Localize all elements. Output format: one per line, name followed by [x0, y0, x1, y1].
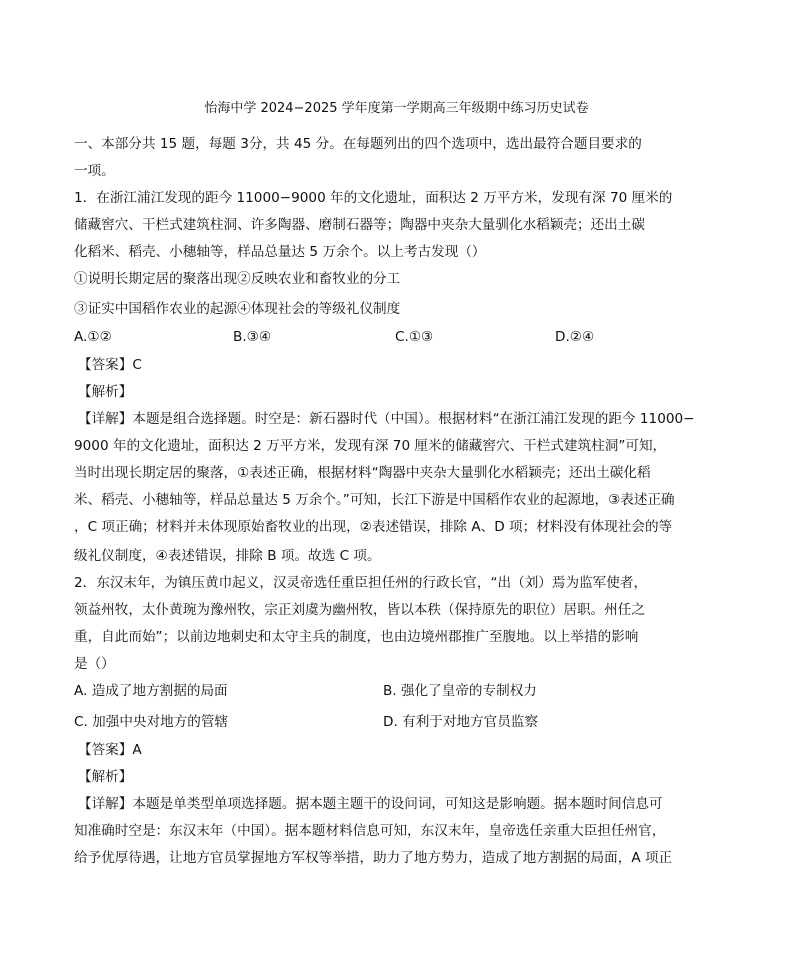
q1-detail: ，C 项正确；材料并未体现原始畜牧业的出现，②表述错误，排除 A、D 项；材料没有体现社会的等 — [74, 519, 673, 535]
q1-detail: 【详解】本题是组合选择题。时空是：新石器时代（中国）。根据材料“在浙江浦江发现的距今 11000− — [78, 411, 695, 427]
q1-detail: 米、稻壳、小穗轴等，样品总量达 5 万余个。”可知，长江下游是中国稻作农业的起源地，③表述正确 — [74, 492, 675, 508]
q1-stem: 化稻米、稻壳、小穗轴等，样品总量达 5 万余个。以上考古发现（） — [74, 244, 486, 260]
q1-option-b: B.③④ — [233, 329, 272, 345]
section-instruction: 一、本部分共 15 题，每题 3分，共 45 分。在每题列出的四个选项中，选出最符合题目要求的 — [74, 136, 642, 152]
q1-option-d: D.②④ — [555, 329, 595, 345]
section-instruction-cont: 一项。 — [74, 163, 115, 179]
q2-option-a: A. 造成了地方割据的局面 — [74, 683, 228, 699]
q2-detail: 知准确时空是：东汉末年（中国）。据本题材料信息可知，东汉末年，皇帝选任亲重大臣担任州官， — [74, 823, 666, 839]
q2-analysis-label: 【解析】 — [78, 769, 133, 785]
q1-analysis-label: 【解析】 — [78, 384, 133, 400]
q1-stem: 储藏窖穴、干栏式建筑柱洞、许多陶器、磨制石器等；陶器中夹杂大量驯化水稻颖壳；还出土碳 — [74, 217, 645, 233]
q2-stem: 领益州牧，太仆黄琬为豫州牧，宗正刘虞为幽州牧，皆以本秩（保持原先的职位）居职。州任之 — [74, 602, 645, 618]
page-title: 怡海中学 2024−2025 学年度第一学期高三年级期中练习历史试卷 — [204, 101, 589, 116]
q2-option-c: C. 加强中央对地方的管辖 — [74, 714, 229, 730]
q2-option-b: B. 强化了皇帝的专制权力 — [383, 683, 537, 699]
q2-option-d: D. 有利于对地方官员监察 — [383, 714, 539, 730]
q1-answer: 【答案】C — [78, 357, 142, 373]
q1-option-c: C.①③ — [395, 329, 434, 345]
q2-stem: 重，自此而始”；以前边地刺史和太守主兵的制度，也由边境州郡推广至腹地。以上举措的影响 — [74, 629, 639, 645]
q1-detail: 当时出现长期定居的聚落，①表述正确，根据材料“陶器中夹杂大量驯化水稻颖壳；还出土碳化稻 — [74, 465, 651, 481]
q1-statement: ①说明长期定居的聚落出现②反映农业和畜牧业的分工 — [74, 271, 401, 287]
q2-stem: 是（） — [74, 656, 115, 672]
q1-detail: 9000 年的文化遗址，面积达 2 万平方米，发现有深 70 厘米的储藏窖穴、干栏式建筑柱洞”可知， — [74, 438, 667, 454]
q1-option-a: A.①② — [74, 329, 112, 345]
q1-stem: 1．在浙江浦江发现的距今 11000−9000 年的文化遗址，面积达 2 万平方米，发现有深 70 厘米的 — [74, 190, 673, 206]
q2-stem: 2．东汉末年，为镇压黄巾起义，汉灵帝选任重臣担任州的行政长官，“出（刘）焉为监军使者， — [74, 575, 648, 591]
q1-detail: 级礼仪制度，④表述错误，排除 B 项。故选 C 项。 — [74, 548, 381, 564]
q2-detail: 【详解】本题是单类型单项选择题。据本题主题干的设问词，可知这是影响题。据本题时间信息可 — [78, 796, 663, 812]
q2-answer: 【答案】A — [78, 742, 142, 758]
q1-statement: ③证实中国稻作农业的起源④体现社会的等级礼仪制度 — [74, 301, 401, 317]
q2-detail: 给予优厚待遇，让地方官员掌握地方军权等举措，助力了地方势力，造成了地方割据的局面，A 项正 — [74, 850, 673, 866]
